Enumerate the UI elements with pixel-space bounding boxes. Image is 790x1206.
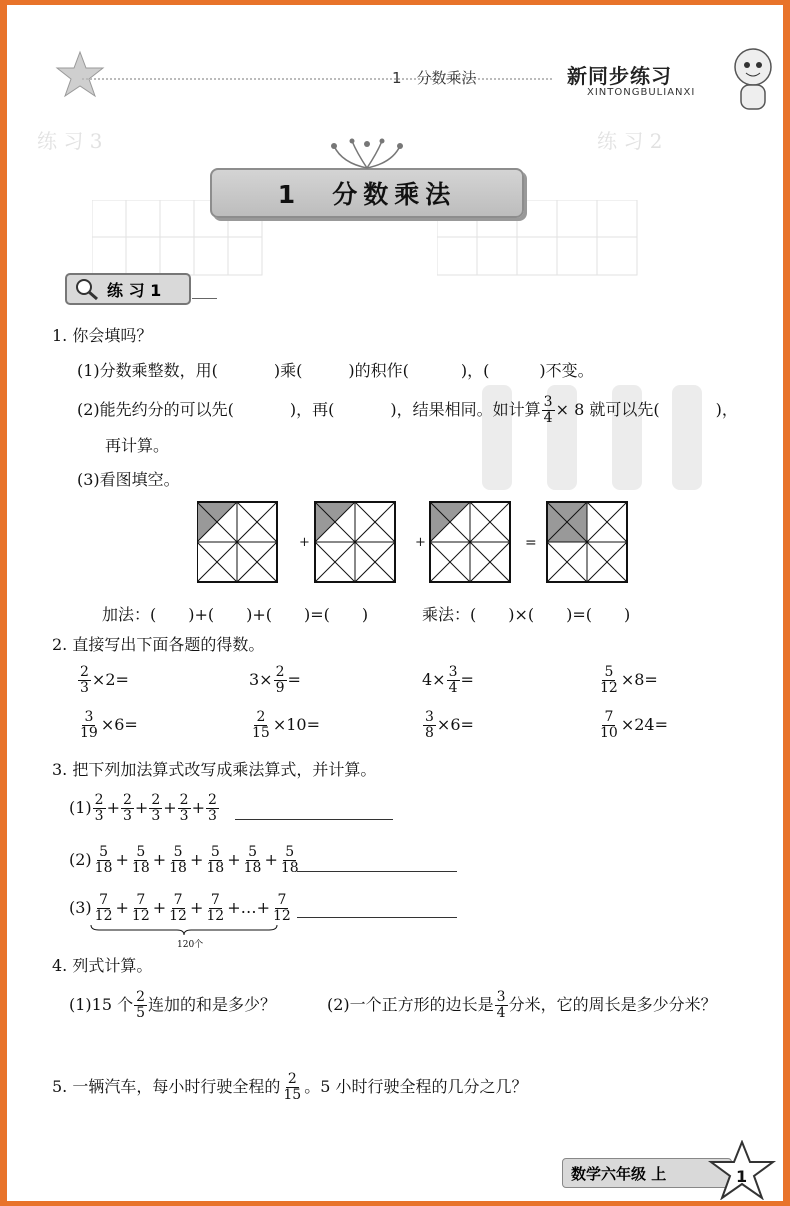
equals-sign: =: [525, 535, 537, 551]
q2-heading: 2. 直接写出下面各题的得数。: [52, 635, 265, 654]
header-section-title: 1 分数乘法: [392, 69, 477, 87]
bleed-through: 练 习 2: [597, 129, 663, 153]
fraction: $\frac{3}{4}$: [543, 394, 553, 426]
page-number: 1: [736, 1167, 748, 1186]
footer-grade-label: 数学六年级 上: [562, 1158, 732, 1188]
q3-sum-1: (1) $\frac{2}{3}$ + $\frac{2}{3}$ + $\frac{2}{3}$ + $\frac{2}{3}$ + $\frac{2}{3}$: [69, 792, 217, 824]
chapter-title: 1 分数乘法: [210, 168, 524, 218]
q2-item: 4× $\frac{3}{4}$ =: [422, 664, 474, 696]
q1-part1: (1)分数乘整数，用( )乘( )的积作( )，( )不变。: [77, 361, 594, 380]
q4-heading: 4. 列式计算。: [52, 956, 153, 975]
header-rule: [82, 78, 552, 80]
bleed-through: 练 习 3: [37, 129, 103, 153]
plus-sign: +: [415, 535, 426, 550]
brand-logo-text: 新同步练习: [567, 64, 672, 88]
q1-part2-continued: 再计算。: [105, 436, 170, 455]
shaded-squares-figure: [197, 500, 757, 585]
addition-answer-line: 加法：( )+( )+( )=( ): [102, 605, 369, 624]
q4-part1: (1)15 个 $\frac{2}{5}$ 连加的和是多少？: [69, 989, 277, 1021]
mascot-icon: [729, 45, 777, 113]
multiplication-answer-line: 乘法：( )×( )=( ): [422, 605, 631, 624]
q4-part2: (2)一个正方形的边长是 $\frac{3}{4}$ 分米，它的周长是多少分米？: [327, 989, 717, 1021]
answer-line[interactable]: [297, 917, 457, 918]
q1-part3: (3)看图填空。: [77, 470, 180, 489]
practice-tag-rule: [192, 298, 217, 299]
underbrace-label: 120个: [177, 940, 204, 950]
star-icon: [55, 50, 105, 100]
q2-item: $\frac{3}{19}$ ×6=: [80, 709, 138, 741]
q1-heading: 1. 你会填吗？: [52, 326, 153, 345]
plus-sign: +: [299, 535, 310, 550]
q1-part2: (2)能先约分的可以先( )，再( )，结果相同。如计算 $\frac{3}{4}$ × 8 就可以先( )，: [77, 394, 738, 426]
practice-tag-label: 练 习 1: [107, 280, 162, 300]
q3-heading: 3. 把下列加法算式改写成乘法算式，并计算。: [52, 760, 377, 779]
practice-tag: [65, 273, 191, 305]
underbrace-icon: [89, 923, 279, 937]
title-ornament: [322, 138, 412, 170]
q2-item: $\frac{3}{8}$ ×6=: [425, 709, 474, 741]
q2-item: $\frac{2}{3}$ ×2=: [80, 664, 129, 696]
brand-logo-pinyin: XINTONGBULIANXI: [587, 87, 696, 98]
q2-item: $\frac{2}{15}$ ×10=: [252, 709, 320, 741]
q5: 5. 一辆汽车，每小时行驶全程的 $\frac{2}{15}$ 。5 小时行驶全程的几分之几？: [52, 1071, 528, 1103]
magnifier-icon: [73, 277, 101, 301]
q3-sum-3: (3) $\frac{7}{12}$ + $\frac{7}{12}$ + $\frac{7}{12}$ + $\frac{7}{12}$ +…+ $\frac{7}{12}$: [69, 892, 291, 924]
answer-line[interactable]: [235, 819, 393, 820]
answer-line[interactable]: [297, 871, 457, 872]
q2-item: $\frac{7}{10}$ ×24=: [600, 709, 668, 741]
bleed-through-bottles: [477, 365, 707, 495]
q2-item: $\frac{5}{12}$ ×8=: [600, 664, 658, 696]
q2-item: 3× $\frac{2}{9}$ =: [249, 664, 301, 696]
workbook-page: [7, 5, 783, 1201]
q3-sum-2: (2) $\frac{5}{18}$ + $\frac{5}{18}$ + $\frac{5}{18}$ + $\frac{5}{18}$ + $\frac{5}{18}$ + $\frac{5}{18}$: [69, 844, 299, 876]
